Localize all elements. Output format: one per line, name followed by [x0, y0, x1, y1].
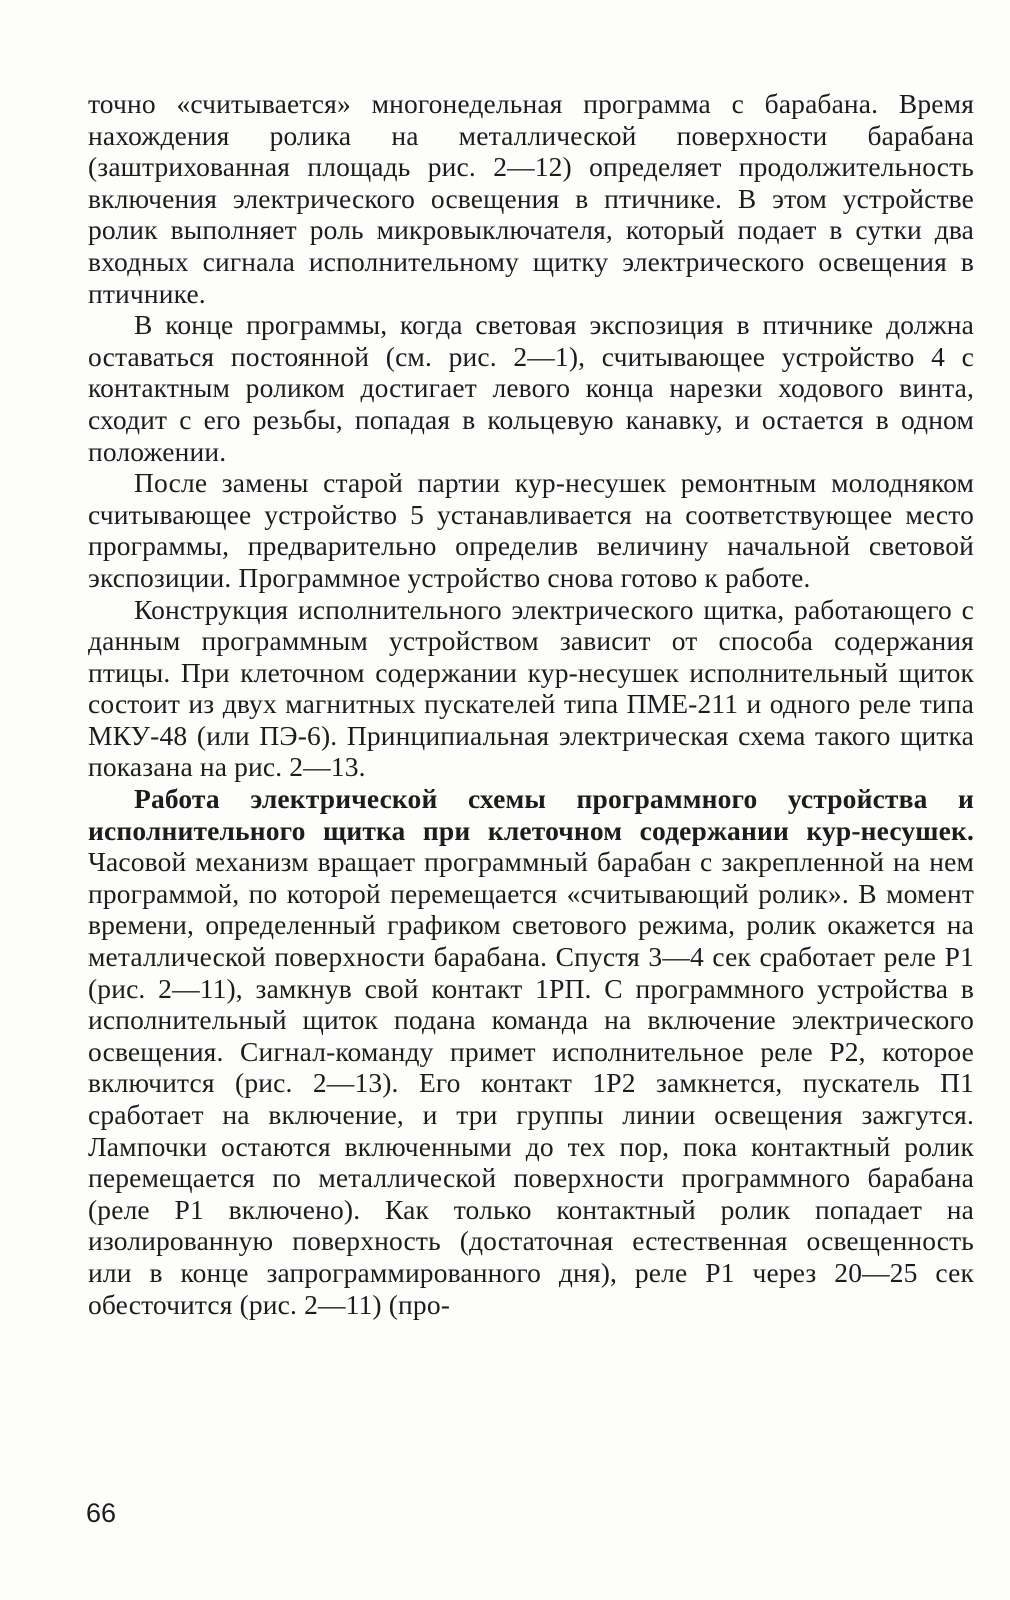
paragraph-5-text: Часовой механизм вращает программный барабан с закрепленной на нем программой, по которой перемещается «считывающий ролик». В момент времени, определенный графиком светового режима, ролик окажется на металлической поверхности барабана. Спустя 3—4 сек сработает реле Р1 (рис. 2—11), замкнув свой контакт 1РП. С программного устройства в исполнительный щиток подана команда на включение электрического освещения. Сигнал-команду примет исполнительное реле Р2, которое включится (рис. 2—13). Его контакт 1Р2 замкнется, пускатель П1 сработает на включение, и три группы линии освещения зажгутся. Лампочки остаются включенными до тех пор, пока контактный ролик перемещается по металлической поверхности программного барабана (реле Р1 включено). Как только контактный ролик попадает на изолированную поверхность (достаточная естественная освещенность или в конце запрограммированного дня), реле Р1 через 20—25 сек обесточится (рис. 2—11) (про-	[88, 846, 974, 1320]
paragraph-1	[88, 88, 974, 309]
paragraph-1-text: точно «считывается» многонедельная программа с барабана. Время нахождения ролика на металлической поверхности барабана (заштрихованная площадь рис. 2—12) определяет продолжительность включения электрического освещения в птичнике. В этом устройстве ролик выполняет роль микровыключателя, который подает в сутки два входных сигнала исполнительному щитку электрического освещения в птичнике.	[88, 88, 974, 309]
paragraph-3	[88, 467, 974, 593]
paragraph-4	[88, 594, 974, 784]
paragraph-3-text: После замены старой партии кур-несушек ремонтным молодняком считывающее устройство 5 устанавливается на соответствующее место программы, предварительно определив величину начальной световой экспозиции. Программное устройство снова готово к работе.	[88, 467, 974, 593]
paragraph-4-text: Конструкция исполнительного электрического щитка, работающего с данным программным устройством зависит от способа содержания птицы. При клеточном содержании кур-несушек исполнительный щиток состоит из двух магнитных пускателей типа ПМЕ-211 и одного реле типа МКУ-48 (или ПЭ-6). Принципиальная электрическая схема такого щитка показана на рис. 2—13.	[88, 593, 974, 783]
paragraph-2-text: В конце программы, когда световая экспозиция в птичнике должна оставаться постоянной (см. рис. 2—1), считывающее устройство 4 с контактным роликом достигает левого конца нарезки ходового винта, сходит с его резьбы, попадая в кольцевую канавку, и остается в одном положении.	[88, 309, 974, 467]
page-number: 66	[86, 1498, 117, 1528]
body-text	[88, 88, 974, 1320]
paragraph-5	[88, 783, 974, 1320]
section-heading: Работа электрической схемы программного устройства и исполнительного щитка при клеточном содержании кур-несушек.	[88, 783, 974, 846]
paragraph-2	[88, 309, 974, 467]
